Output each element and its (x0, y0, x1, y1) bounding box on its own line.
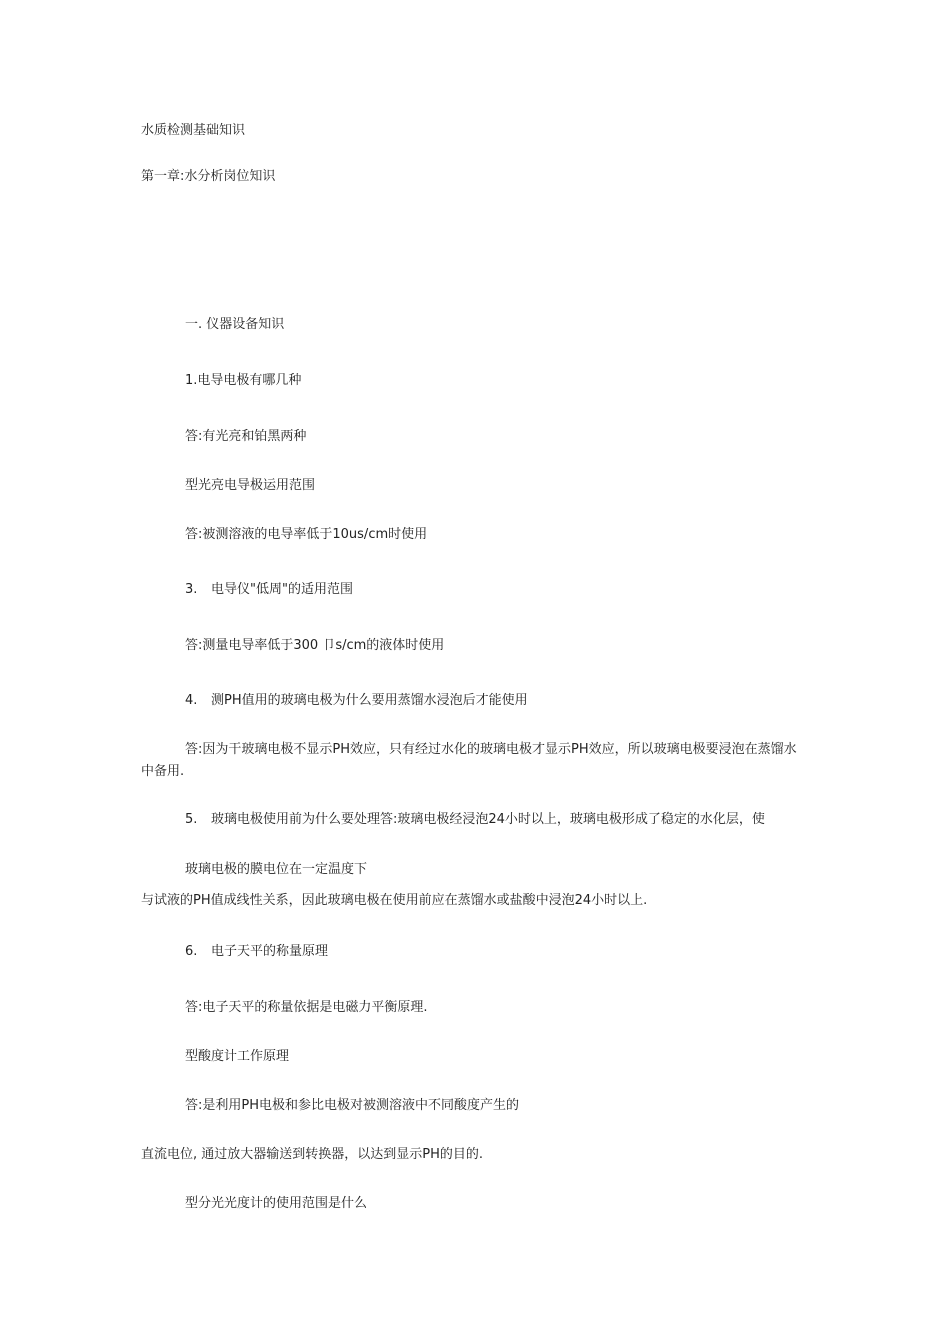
answer-5-line-3: 与试液的PH值成线性关系，因此玻璃电极在使用前应在蒸馏水或盐酸中浸泡24小时以上. (141, 893, 648, 908)
question-5-number: 5. (185, 812, 198, 827)
answer-1: 答:有光亮和铂黑两种 (185, 429, 307, 444)
question-6 (185, 942, 328, 962)
question-1: 1.电导电极有哪几种 (185, 373, 302, 388)
answer-7-line-2: 直流电位, 通过放大器输送到转换器，以达到显示PH的目的. (141, 1147, 484, 1162)
question-3 (185, 580, 353, 600)
answer-7-line-1: 答:是利用PH电极和参比电极对被测溶液中不同酸度产生的 (185, 1098, 519, 1113)
question-3-text: 电导仪"低周"的适用范围 (211, 582, 353, 597)
question-5-text: 玻璃电极使用前为什么要处理答:玻璃电极经浸泡24小时以上，玻璃电极形成了稳定的水化层，使 (211, 812, 765, 827)
question-5 (185, 810, 765, 830)
document-title: 水质检测基础知识 (141, 123, 246, 138)
answer-4: 答:因为干玻璃电极不显示PH效应，只有经过水化的玻璃电极才显示PH效应，所以玻璃电极要浸泡在蒸馏水中备用. (141, 742, 797, 779)
question-4-number: 4. (185, 693, 198, 708)
question-6-text: 电子天平的称量原理 (211, 944, 329, 959)
question-4 (185, 691, 528, 711)
answer-6: 答:电子天平的称量依据是电磁力平衡原理. (185, 1000, 428, 1015)
question-7: 型酸度计工作原理 (185, 1049, 290, 1064)
section-heading: 一. 仪器设备知识 (185, 317, 285, 332)
question-6-number: 6. (185, 944, 198, 959)
question-3-number: 3. (185, 582, 198, 597)
question-8: 型分光光度计的使用范围是什么 (185, 1196, 368, 1211)
question-4-text: 测PH值用的玻璃电极为什么要用蒸馏水浸泡后才能使用 (211, 693, 528, 708)
answer-3: 答:测量电导率低于300 卩s/cm的液体时使用 (185, 638, 445, 653)
question-2: 型光亮电导极运用范围 (185, 478, 316, 493)
chapter-heading: 第一章:水分析岗位知识 (141, 169, 276, 184)
answer-5-line-2: 玻璃电极的膜电位在一定温度下 (185, 862, 368, 877)
answer-2: 答:被测溶液的电导率低于10us/cm时使用 (185, 527, 428, 542)
